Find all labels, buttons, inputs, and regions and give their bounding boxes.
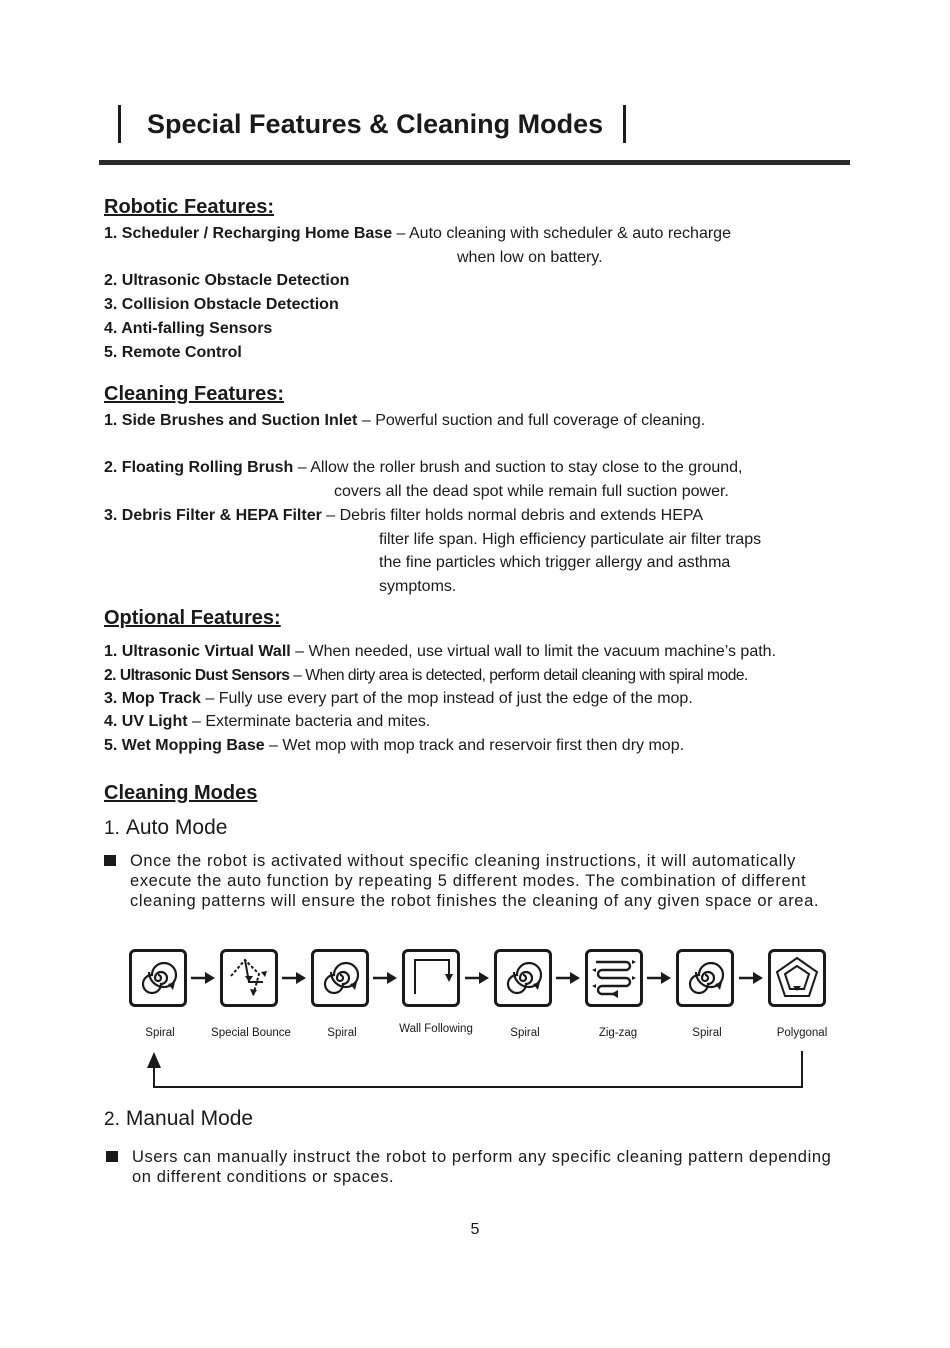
page-number: 5: [470, 1221, 480, 1238]
auto-mode-text: Once the robot is activated without specific cleaning instructions, it will automatically execute the auto function by repeating 5 different modes. The combination of different cleaning patterns will ensure the robot finishes the cleaning of any given space or area.: [130, 852, 820, 910]
optional-item-2: 2. Ultrasonic Dust Sensors – When dirty area is detected, perform detail cleaning with spiral mode.: [104, 667, 748, 684]
mode-label-spiral: Spiral: [692, 1027, 722, 1039]
zig-zag-icon: [585, 949, 643, 1007]
optional-features-heading: Optional Features:: [104, 607, 281, 629]
manual-mode-text: Users can manually instruct the robot to perform any specific cleaning pattern depending on different conditions or spaces.: [132, 1148, 832, 1186]
cleaning-item-3-cont-1: filter life span. High efficiency particulate air filter traps: [379, 531, 762, 548]
cleaning-item-3: 3. Debris Filter & HEPA Filter – Debris filter holds normal debris and extends HEPA: [104, 507, 704, 524]
cleaning-features-heading: Cleaning Features:: [104, 383, 285, 405]
robotic-item-1: 1. Scheduler / Recharging Home Base – Auto cleaning with scheduler & auto recharge: [104, 225, 731, 242]
cleaning-modes-heading: Cleaning Modes: [104, 782, 258, 804]
optional-item-4: 4. UV Light – Exterminate bacteria and mites.: [104, 713, 431, 730]
cleaning-item-3-cont-3: symptoms.: [379, 578, 457, 595]
robotic-features-heading: Robotic Features:: [104, 196, 275, 218]
robotic-item-4: 4. Anti-falling Sensors: [104, 320, 273, 337]
wall-following-icon: [402, 949, 460, 1007]
page-title: Special Features & Cleaning Modes: [147, 108, 604, 139]
spiral-icon: [311, 949, 369, 1007]
optional-item-1: 1. Ultrasonic Virtual Wall – When needed, use virtual wall to limit the vacuum machine’s path.: [104, 643, 777, 660]
mode-label-wall-following: Wall Following: [399, 1023, 473, 1035]
cleaning-item-2-cont: covers all the dead spot while remain full suction power.: [334, 483, 729, 500]
robotic-item-5: 5. Remote Control: [104, 344, 242, 361]
robotic-item-1-cont: when low on battery.: [457, 249, 603, 266]
arrow-right-icon: [190, 971, 216, 985]
robotic-item-2: 2. Ultrasonic Obstacle Detection: [104, 272, 350, 289]
mode-label-spiral: Spiral: [327, 1027, 357, 1039]
mode-label-zig-zag: Zig-zag: [598, 1027, 638, 1039]
bullet-square-icon: [106, 1151, 118, 1162]
optional-item-3: 3. Mop Track – Fully use every part of the mop instead of just the edge of the mop.: [104, 690, 693, 707]
robotic-item-3: 3. Collision Obstacle Detection: [104, 296, 339, 313]
special-bounce-icon: [220, 949, 278, 1007]
spiral-icon: [494, 949, 552, 1007]
polygonal-icon: [768, 949, 826, 1007]
manual-mode-title: 2. Manual Mode: [104, 1107, 254, 1130]
mode-label-polygonal: Polygonal: [776, 1027, 828, 1039]
arrow-right-icon: [464, 971, 490, 985]
optional-item-5: 5. Wet Mopping Base – Wet mop with mop track and reservoir first then dry mop.: [104, 737, 685, 754]
cleaning-item-3-cont-2: the fine particles which trigger allergy and asthma: [379, 554, 731, 571]
arrow-right-icon: [372, 971, 398, 985]
mode-label-spiral: Spiral: [510, 1027, 540, 1039]
arrow-right-icon: [738, 971, 764, 985]
mode-label-special-bounce: Special Bounce: [211, 1027, 291, 1039]
arrow-right-icon: [281, 971, 307, 985]
cleaning-item-1: 1. Side Brushes and Suction Inlet – Powerful suction and full coverage of cleaning.: [104, 412, 706, 429]
arrow-right-icon: [646, 971, 672, 985]
auto-mode-title: 1. Auto Mode: [104, 816, 228, 839]
cleaning-item-2: 2. Floating Rolling Brush – Allow the roller brush and suction to stay close to the ground,: [104, 459, 743, 476]
spiral-icon: [129, 949, 187, 1007]
arrow-right-icon: [555, 971, 581, 985]
mode-label-spiral: Spiral: [145, 1027, 175, 1039]
spiral-icon: [676, 949, 734, 1007]
